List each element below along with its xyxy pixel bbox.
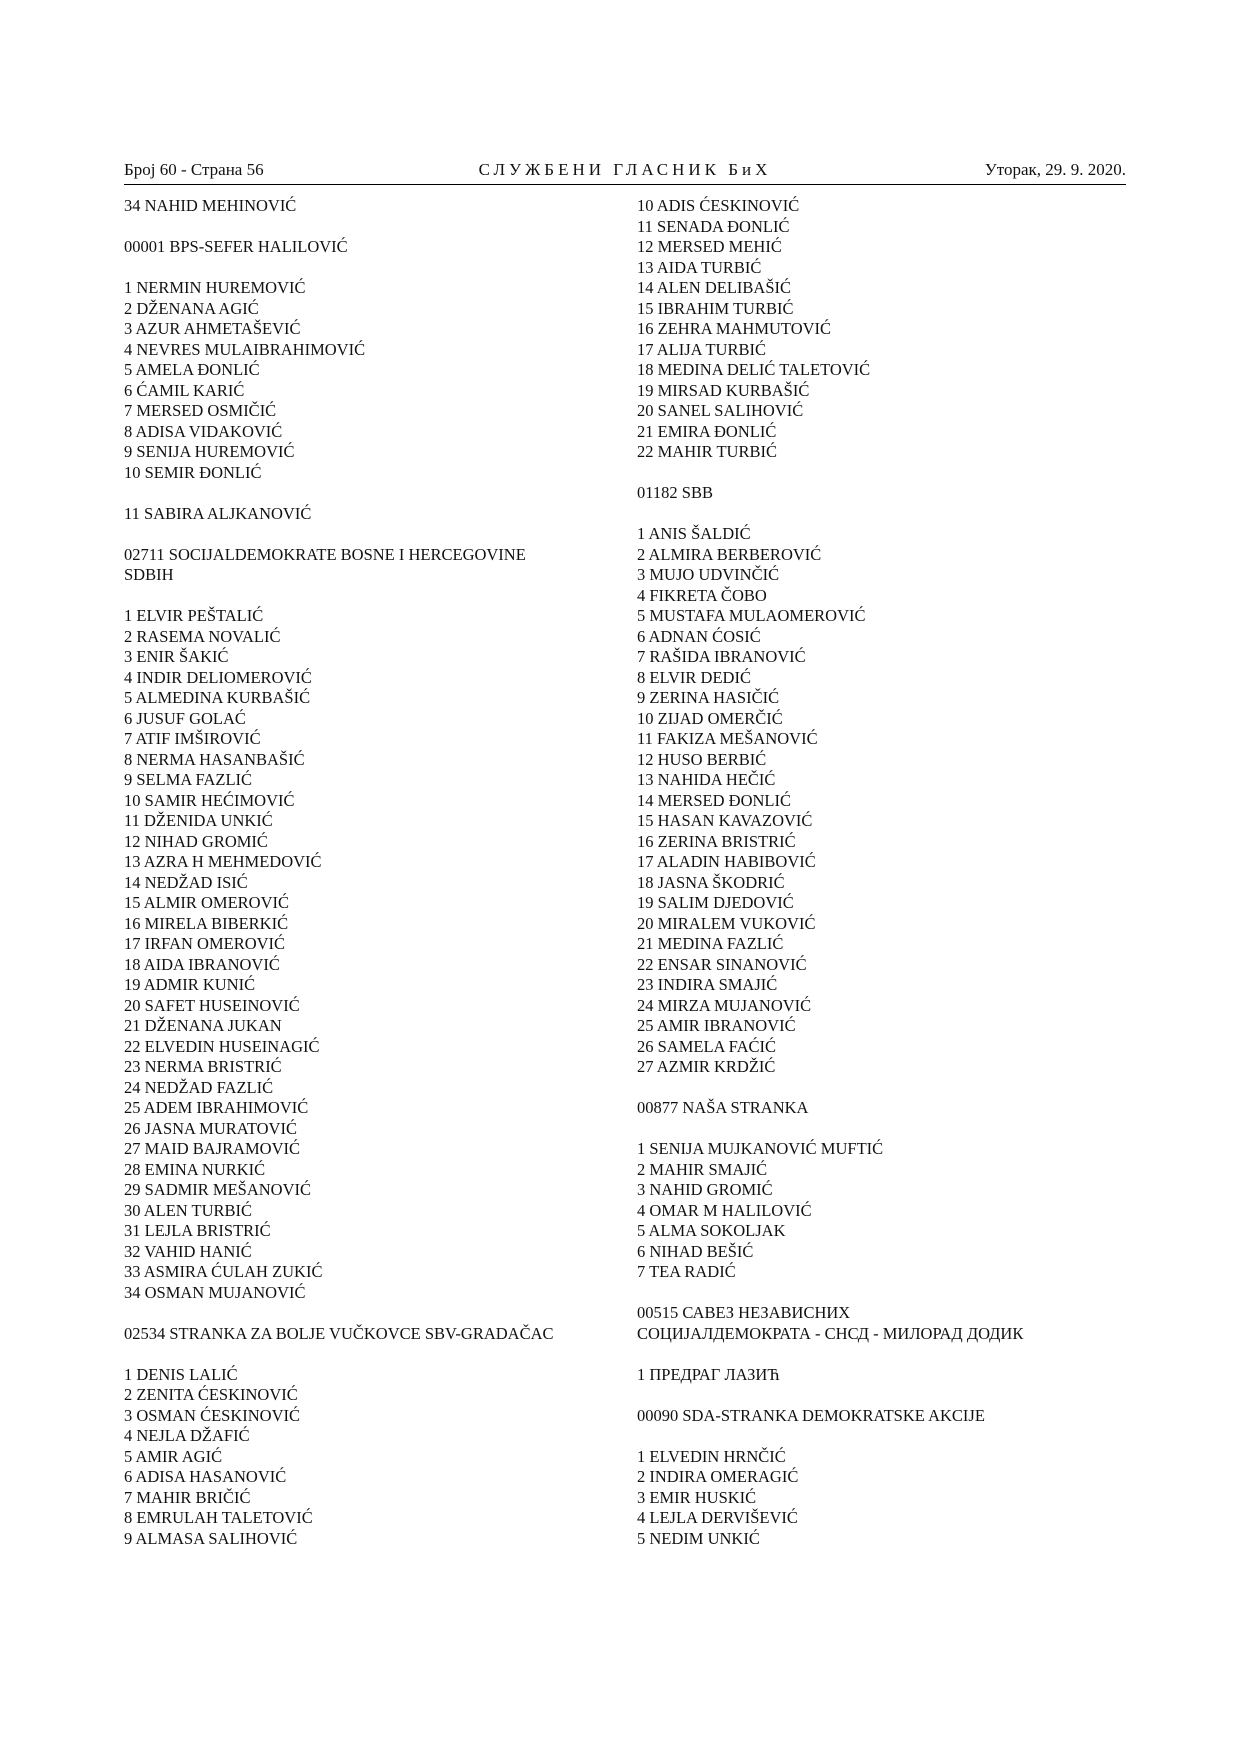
candidate-entry: 6 ADNAN ĆOSIĆ — [637, 626, 761, 646]
candidate-entry: 1 ANIS ŠALDIĆ — [637, 524, 751, 543]
candidate-entry: 13 NAHIDA HEČIĆ — [637, 770, 776, 789]
candidate-entry: 27 AZMIR KRDŽIĆ — [637, 1057, 776, 1076]
candidate-entry: 10 SEMIR ĐONLIĆ — [124, 462, 262, 482]
candidate-entry: 4 OMAR M HALILOVIĆ — [637, 1200, 812, 1220]
issue-page-number: Број 60 - Страна 56 — [124, 160, 264, 179]
candidate-entry: 6 JUSUF GOLAĆ — [124, 708, 246, 728]
candidate-entry: 5 AMIR AGIĆ — [124, 1446, 223, 1466]
candidate-entry: 10 ADIS ĆESKINOVIĆ — [637, 196, 800, 215]
candidate-entry: 7 RAŠIDA IBRANOVIĆ — [637, 647, 806, 666]
candidate-entry: 23 NERMA BRISTRIĆ — [124, 1057, 282, 1076]
candidate-entry: 25 ADEM IBRAHIMOVIĆ — [124, 1098, 309, 1117]
candidate-entry: 11 SABIRA ALJKANOVIĆ — [124, 503, 312, 523]
issue-date: Уторак, 29. 9. 2020. — [984, 160, 1126, 179]
candidate-entry: 3 MUJO UDVINČIĆ — [637, 565, 780, 584]
party-heading: 01182 SBB — [637, 483, 713, 502]
gazette-title: СЛУЖБЕНИ ГЛАСНИК БиХ — [478, 160, 772, 179]
candidate-entry: 29 SADMIR MEŠANOVIĆ — [124, 1180, 312, 1199]
candidate-entry: 7 ATIF IMŠIROVIĆ — [124, 729, 261, 748]
spacer — [124, 483, 624, 504]
candidate-entry: 15 IBRAHIM TURBIĆ — [637, 298, 794, 318]
party-heading: 00001 BPS-SEFER HALILOVIĆ — [124, 237, 348, 256]
candidate-entry: 2 MAHIR SMAJIĆ — [637, 1159, 768, 1179]
candidate-entry: 3 NAHID GROMIĆ — [637, 1180, 773, 1199]
candidate-entry: 1 SENIJA MUJKANOVIĆ MUFTIĆ — [637, 1139, 884, 1158]
spacer — [637, 1078, 1137, 1099]
candidate-entry: 9 ALMASA SALIHOVIĆ — [124, 1528, 298, 1548]
candidate-entry: 26 JASNA MURATOVIĆ — [124, 1118, 297, 1138]
candidate-entry: 6 ĆAMIL KARIĆ — [124, 380, 245, 400]
candidate-entry: 3 ENIR ŠAKIĆ — [124, 647, 229, 666]
candidate-entry: 4 NEVRES MULAIBRAHIMOVIĆ — [124, 339, 366, 359]
candidate-entry: 18 JASNA ŠKODRIĆ — [637, 872, 785, 892]
candidate-entry: 14 MERSED ĐONLIĆ — [637, 790, 792, 810]
candidate-entry: 32 VAHID HANIĆ — [124, 1241, 252, 1261]
candidate-entry: 16 ZEHRA MAHMUTOVIĆ — [637, 319, 832, 338]
candidate-entry: 9 ZERINA HASIČIĆ — [637, 688, 780, 707]
party-heading: 00090 SDA-STRANKA DEMOKRATSKE AKCIJE — [637, 1405, 985, 1425]
candidate-entry: 9 SELMA FAZLIĆ — [124, 770, 253, 789]
party-heading: 00877 NAŠA STRANKA — [637, 1098, 809, 1117]
candidate-entry: 1 DENIS LALIĆ — [124, 1364, 238, 1384]
candidate-entry: 27 MAID BAJRAMOVIĆ — [124, 1139, 301, 1158]
candidate-entry: 22 ENSAR SINANOVIĆ — [637, 954, 807, 974]
candidate-entry: 5 ALMA SOKOLJAK — [637, 1221, 786, 1240]
candidate-entry: 21 DŽENANA JUKAN — [124, 1016, 282, 1035]
candidate-entry: 12 HUSO BERBIĆ — [637, 749, 767, 769]
candidate-entry: 17 ALIJA TURBIĆ — [637, 339, 766, 359]
candidate-entry: 3 OSMAN ĆESKINOVIĆ — [124, 1405, 301, 1425]
spacer — [637, 1119, 1137, 1140]
candidate-entry: 7 MAHIR BRIČIĆ — [124, 1487, 251, 1507]
candidate-entry: 7 MERSED OSMIČIĆ — [124, 401, 277, 420]
candidate-entry: 16 ZERINA BRISTRIĆ — [637, 831, 796, 851]
candidate-entry: 2 DŽENANA AGIĆ — [124, 298, 259, 318]
candidate-entry: 23 INDIRA SMAJIĆ — [637, 975, 778, 994]
page-header — [124, 160, 1126, 185]
candidate-entry: 16 MIRELA BIBERKIĆ — [124, 913, 289, 933]
candidate-entry: 13 AIDA TURBIĆ — [637, 257, 762, 277]
candidate-entry: 20 MIRALEM VUKOVIĆ — [637, 913, 816, 933]
candidate-entry: 15 ALMIR OMEROVIĆ — [124, 893, 290, 912]
spacer — [637, 504, 1137, 525]
party-heading: 02534 STRANKA ZA BOLJE VUČKOVCE SBV-GRADAČAC — [124, 1323, 554, 1343]
candidate-entry: 3 AZUR AHMETAŠEVIĆ — [124, 319, 301, 338]
candidate-entry: 26 SAMELA FAĆIĆ — [637, 1036, 777, 1056]
candidate-entry: 25 AMIR IBRANOVIĆ — [637, 1016, 796, 1035]
candidate-entry: 20 SANEL SALIHOVIĆ — [637, 401, 804, 420]
candidate-entry: 8 EMRULAH TALETOVIĆ — [124, 1508, 313, 1527]
candidate-entry: 19 SALIM DJEDOVIĆ — [637, 893, 794, 912]
spacer — [124, 586, 624, 607]
candidate-entry: 1 ПРЕДРАГ ЛАЗИЋ — [637, 1364, 780, 1384]
candidate-entry: 19 ADMIR KUNIĆ — [124, 975, 256, 994]
candidate-entry: 5 ALMEDINA KURBAŠIĆ — [124, 688, 311, 707]
spacer — [124, 217, 624, 238]
candidate-entry: 24 NEDŽAD FAZLIĆ — [124, 1077, 274, 1097]
spacer — [124, 258, 624, 279]
party-heading: 00515 САВЕЗ НЕЗАВИСНИХ — [637, 1303, 851, 1322]
candidate-entry: 2 RASEMA NOVALIĆ — [124, 626, 281, 646]
candidate-entry: 1 NERMIN HUREMOVIĆ — [124, 278, 306, 297]
party-heading: 02711 SOCIJALDEMOKRATE BOSNE I HERCEGOVINE — [124, 544, 526, 564]
candidate-entry: 6 NIHAD BEŠIĆ — [637, 1241, 754, 1261]
candidate-entry: 17 ALADIN HABIBOVIĆ — [637, 852, 816, 871]
party-heading: SDBIH — [124, 565, 174, 584]
candidate-entry: 6 ADISA HASANOVIĆ — [124, 1467, 287, 1486]
candidate-entry: 15 HASAN KAVAZOVIĆ — [637, 811, 813, 830]
candidate-entry: 5 NEDIM UNKIĆ — [637, 1528, 760, 1548]
candidate-entry: 14 NEDŽAD ISIĆ — [124, 872, 248, 892]
candidate-entry: 12 MERSED MEHIĆ — [637, 237, 782, 256]
left-column — [124, 196, 624, 1549]
candidate-entry: 11 SENADA ĐONLIĆ — [637, 216, 790, 236]
candidate-entry: 2 ZENITA ĆESKINOVIĆ — [124, 1385, 298, 1404]
party-heading: СОЦИЈАЛДЕМОКРАТА - СНСД - МИЛОРАД ДОДИК — [637, 1323, 1024, 1343]
spacer — [637, 463, 1137, 484]
candidate-entry: 22 ELVEDIN HUSEINAGIĆ — [124, 1036, 320, 1056]
candidate-entry: 4 NEJLA DŽAFIĆ — [124, 1426, 250, 1445]
spacer — [637, 1344, 1137, 1365]
candidate-entry: 8 ADISA VIDAKOVIĆ — [124, 421, 283, 441]
candidate-entry: 30 ALEN TURBIĆ — [124, 1200, 253, 1220]
spacer — [637, 1385, 1137, 1406]
candidate-entry: 10 ZIJAD OMERČIĆ — [637, 708, 783, 728]
candidate-entry: 18 MEDINA DELIĆ TALETOVIĆ — [637, 360, 871, 379]
spacer — [637, 1426, 1137, 1447]
candidate-entry: 1 ELVEDIN HRNČIĆ — [637, 1446, 786, 1466]
candidate-entry: 12 NIHAD GROMIĆ — [124, 831, 268, 851]
candidate-entry: 28 EMINA NURKIĆ — [124, 1159, 266, 1179]
candidate-entry: 1 ELVIR PEŠTALIĆ — [124, 606, 264, 625]
candidate-entry: 5 AMELA ĐONLIĆ — [124, 360, 260, 379]
candidate-entry: 7 TEA RADIĆ — [637, 1262, 736, 1281]
candidate-entry: 13 AZRA H MEHMEDOVIĆ — [124, 852, 322, 871]
candidate-entry: 8 ELVIR DEDIĆ — [637, 667, 751, 687]
right-column — [637, 196, 1137, 1549]
candidate-entry: 17 IRFAN OMEROVIĆ — [124, 934, 286, 953]
spacer — [637, 1283, 1137, 1304]
candidate-entry: 4 INDIR DELIOMEROVIĆ — [124, 667, 312, 687]
candidate-entry: 20 SAFET HUSEINOVIĆ — [124, 995, 300, 1015]
spacer — [124, 524, 624, 545]
candidate-entry: 3 EMIR HUSKIĆ — [637, 1487, 757, 1507]
candidate-entry: 31 LEJLA BRISTRIĆ — [124, 1221, 271, 1240]
candidate-entry: 34 OSMAN MUJANOVIĆ — [124, 1282, 306, 1302]
candidate-entry: 34 NAHID MEHINOVIĆ — [124, 196, 297, 215]
candidate-entry: 4 LEJLA DERVIŠEVIĆ — [637, 1508, 798, 1527]
spacer — [124, 1344, 624, 1365]
candidate-entry: 11 FAKIZA MEŠANOVIĆ — [637, 729, 818, 748]
candidate-entry: 8 NERMA HASANBAŠIĆ — [124, 749, 305, 769]
candidate-entry: 19 MIRSAD KURBAŠIĆ — [637, 380, 810, 400]
candidate-entry: 24 MIRZA MUJANOVIĆ — [637, 995, 812, 1015]
candidate-entry: 2 INDIRA OMERAGIĆ — [637, 1467, 799, 1486]
candidate-entry: 18 AIDA IBRANOVIĆ — [124, 954, 280, 974]
candidate-entry: 21 MEDINA FAZLIĆ — [637, 934, 784, 953]
spacer — [124, 1303, 624, 1324]
candidate-entry: 22 MAHIR TURBIĆ — [637, 442, 777, 461]
candidate-entry: 21 EMIRA ĐONLIĆ — [637, 421, 777, 441]
candidate-entry: 10 SAMIR HEĆIMOVIĆ — [124, 790, 295, 810]
candidate-entry: 2 ALMIRA BERBEROVIĆ — [637, 544, 822, 564]
candidate-entry: 4 FIKRETA ČOBO — [637, 585, 767, 605]
candidate-entry: 14 ALEN DELIBAŠIĆ — [637, 278, 791, 297]
candidate-entry: 33 ASMIRA ĆULAH ZUKIĆ — [124, 1262, 323, 1281]
candidate-entry: 9 SENIJA HUREMOVIĆ — [124, 442, 295, 461]
candidate-entry: 5 MUSTAFA MULAOMEROVIĆ — [637, 606, 866, 625]
candidate-entry: 11 DŽENIDA UNKIĆ — [124, 811, 273, 830]
